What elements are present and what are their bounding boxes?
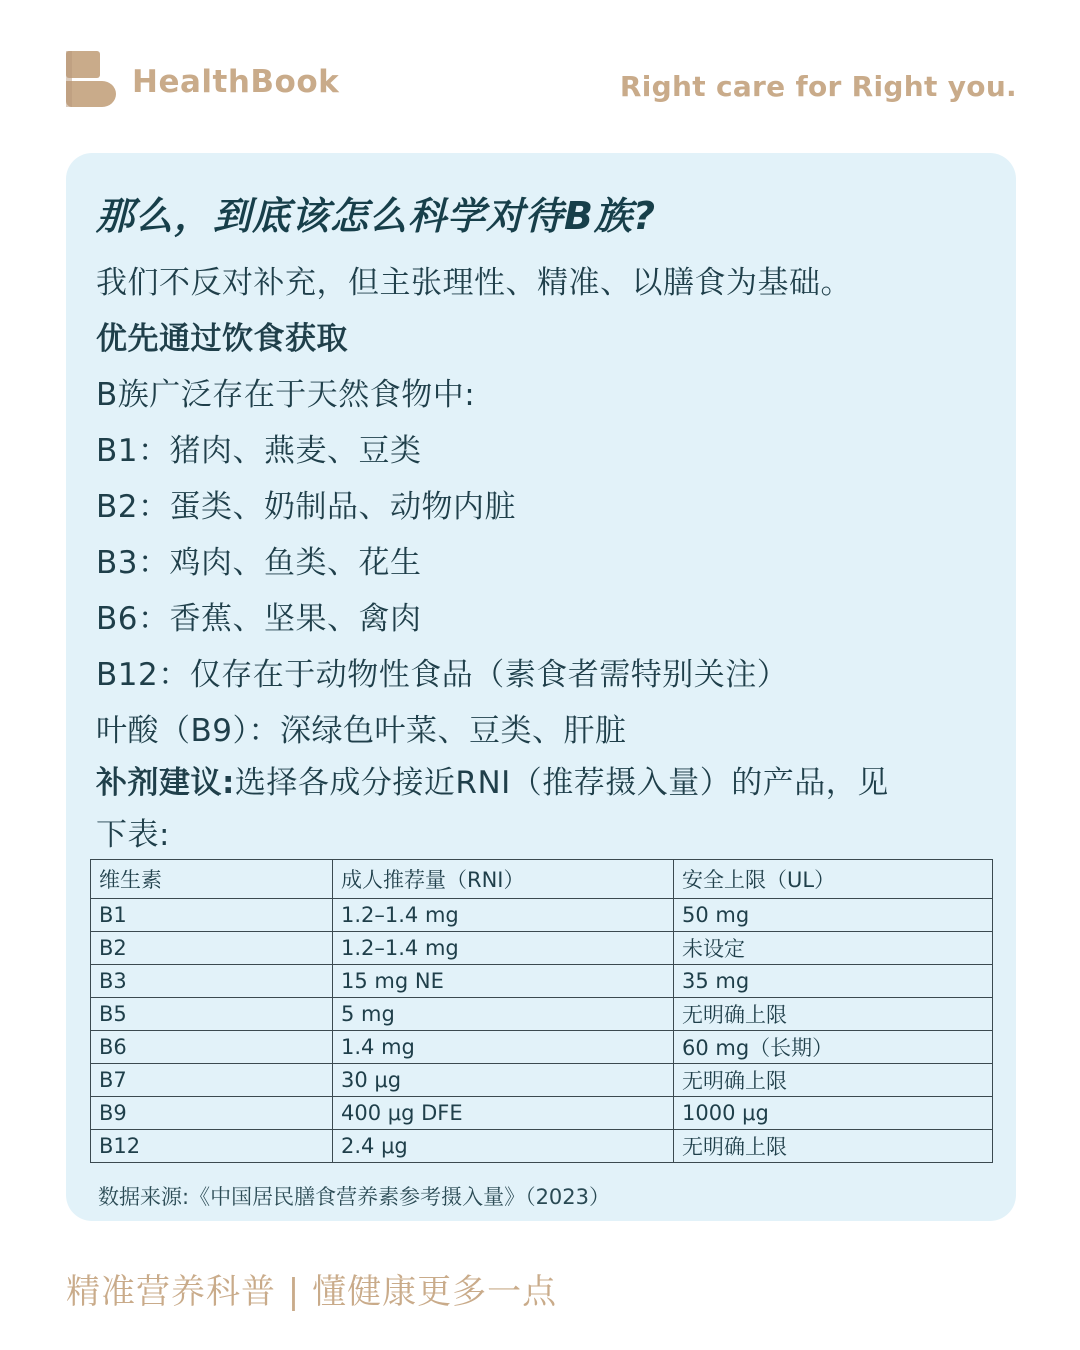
table-cell: 无明确上限	[674, 998, 993, 1031]
table-row	[91, 1097, 993, 1130]
table-cell: 400 μg DFE	[333, 1097, 674, 1130]
supplement-label: 补剂建议:	[96, 765, 235, 801]
food-source-b2: B2：蛋类、奶制品、动物内脏	[96, 489, 516, 525]
table-cell: 30 μg	[333, 1064, 674, 1097]
table-cell: 2.4 μg	[333, 1130, 674, 1163]
table-row	[91, 998, 993, 1031]
card-title: 那么，到底该怎么科学对待B族?	[96, 194, 657, 238]
table-cell: 1.2–1.4 mg	[333, 932, 674, 965]
table-cell: B5	[91, 998, 333, 1031]
supplement-text-cont: 下表:	[96, 817, 170, 853]
food-source-b3: B3：鸡肉、鱼类、花生	[96, 545, 422, 581]
supplement-advice	[96, 757, 889, 802]
table-cell: B6	[91, 1031, 333, 1064]
table-row	[91, 1130, 993, 1163]
table-header-cell: 维生素	[91, 860, 333, 899]
table-row	[91, 965, 993, 998]
table-cell: 60 mg（长期）	[674, 1031, 993, 1064]
table-row	[91, 932, 993, 965]
table-cell: B12	[91, 1130, 333, 1163]
food-source-b12: B12：仅存在于动物性食品（素食者需特别关注）	[96, 657, 789, 693]
table-cell: 15 mg NE	[333, 965, 674, 998]
table-cell: B1	[91, 899, 333, 932]
table-cell: B3	[91, 965, 333, 998]
table-cell: 未设定	[674, 932, 993, 965]
table-cell: 50 mg	[674, 899, 993, 932]
table-cell: 无明确上限	[674, 1064, 993, 1097]
table-cell: B7	[91, 1064, 333, 1097]
sources-intro: B族广泛存在于天然食物中:	[96, 377, 476, 413]
intro-text: 我们不反对补充，但主张理性、精准、以膳食为基础。	[96, 265, 852, 301]
table-header-cell: 安全上限（UL）	[674, 860, 993, 899]
table-header-row	[91, 860, 993, 899]
vitamin-table	[90, 859, 993, 1163]
table-row	[91, 1031, 993, 1064]
footer-slogan: 精准营养科普 | 懂健康更多一点	[66, 1272, 558, 1312]
table-header-cell: 成人推荐量（RNI）	[333, 860, 674, 899]
table-row	[91, 899, 993, 932]
table-cell: 1.2–1.4 mg	[333, 899, 674, 932]
table-cell: B2	[91, 932, 333, 965]
food-source-b1: B1：猪肉、燕麦、豆类	[96, 433, 422, 469]
table-cell: 无明确上限	[674, 1130, 993, 1163]
food-source-b6: B6：香蕉、坚果、禽肉	[96, 601, 422, 637]
table-cell: 1000 μg	[674, 1097, 993, 1130]
data-source: 数据来源:《中国居民膳食营养素参考摄入量》（2023）	[98, 1185, 611, 1209]
content-card	[66, 153, 1016, 1221]
table-cell: 5 mg	[333, 998, 674, 1031]
table-cell: 1.4 mg	[333, 1031, 674, 1064]
header	[0, 0, 1080, 130]
table-cell: 35 mg	[674, 965, 993, 998]
brand-name: HealthBook	[132, 64, 340, 100]
vitamin-table-wrapper	[90, 859, 992, 1163]
brand-tagline: Right care for Right you.	[619, 70, 1017, 103]
food-source-b9: 叶酸（B9）：深绿色叶菜、豆类、肝脏	[96, 713, 627, 749]
table-cell: B9	[91, 1097, 333, 1130]
healthbook-logo-icon	[66, 51, 118, 107]
supplement-text: 选择各成分接近RNI（推荐摄入量）的产品，见	[234, 765, 889, 801]
table-row	[91, 1064, 993, 1097]
section-heading: 优先通过饮食获取	[96, 321, 348, 357]
